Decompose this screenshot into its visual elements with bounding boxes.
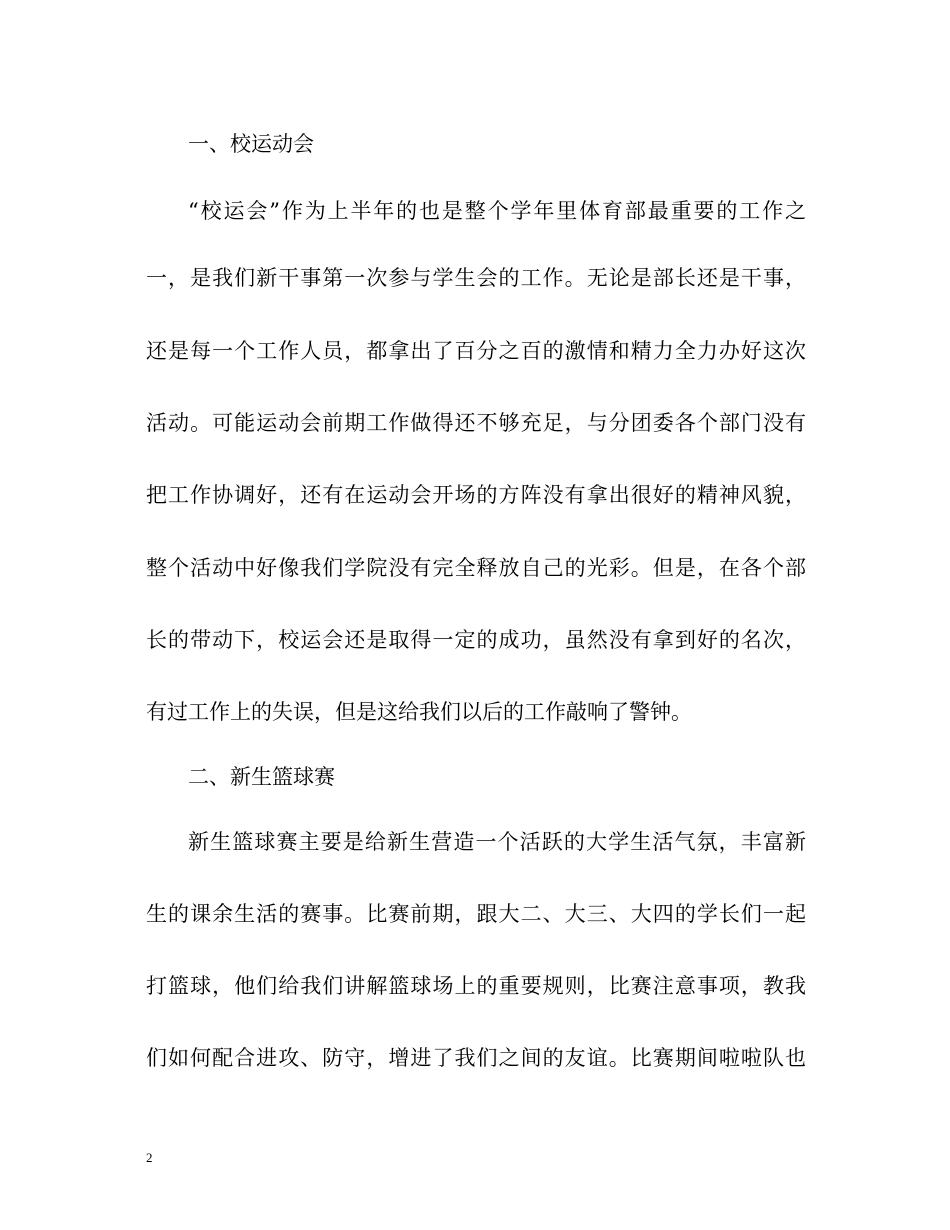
- section-2-heading: 二、新生篮球赛: [188, 765, 335, 789]
- section-1-paragraph-line: 长的带动下，校运会还是取得一定的成功，虽然没有拿到好的名次，: [146, 628, 806, 652]
- page-number: 2: [146, 1150, 153, 1165]
- section-1-paragraph-line: 活动。可能运动会前期工作做得还不够充足，与分团委各个部门没有: [146, 411, 806, 435]
- section-1-paragraph-line: 整个活动中好像我们学院没有完全释放自己的光彩。但是，在各个部: [146, 556, 806, 580]
- section-1-paragraph-line: 把工作协调好，还有在运动会开场的方阵没有拿出很好的精神风貌，: [146, 483, 806, 507]
- section-2-paragraph-line: 打篮球，他们给我们讲解篮球场上的重要规则，比赛注意事项，教我: [146, 974, 806, 998]
- section-2-paragraph-line: 们如何配合进攻、防守，增进了我们之间的友谊。比赛期间啦啦队也: [146, 1046, 806, 1070]
- section-1-paragraph-line: 一，是我们新干事第一次参与学生会的工作。无论是部长还是干事，: [146, 266, 806, 290]
- section-2-paragraph-line: 新生篮球赛主要是给新生营造一个活跃的大学生活气氛，丰富新: [188, 830, 806, 854]
- section-1-heading: 一、校运动会: [188, 132, 314, 156]
- section-1-paragraph-line: “校运会”作为上半年的也是整个学年里体育部最重要的工作之: [188, 199, 806, 223]
- section-1-paragraph-line: 有过工作上的失误，但是这给我们以后的工作敲响了警钟。: [146, 700, 692, 724]
- section-1-paragraph-line: 还是每一个工作人员，都拿出了百分之百的激情和精力全力办好这次: [146, 339, 806, 363]
- section-2-paragraph-line: 生的课余生活的赛事。比赛前期，跟大二、大三、大四的学长们一起: [146, 902, 806, 926]
